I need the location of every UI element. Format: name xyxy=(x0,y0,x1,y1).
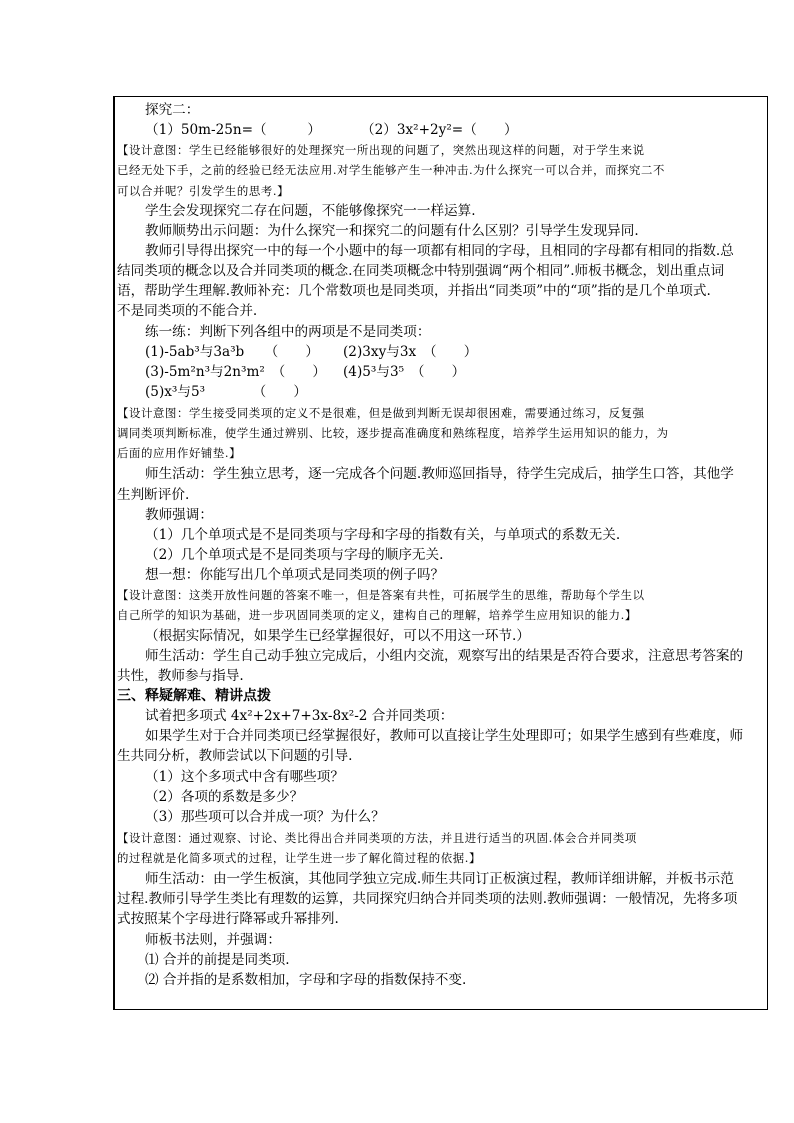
activity-3-line2: 过程.教师引导学生类比有理数的运算，共同探究归纳合并同类项的法则.教师强调：一般情况，先将多项 xyxy=(117,891,738,908)
exercise-row-3 xyxy=(117,381,793,403)
design-intent-3-line1: 【设计意图：这类开放性问题的答案不唯一，但是答案有共性，可拓展学生的思维，帮助每个学生以 xyxy=(117,588,645,603)
exploration-2-questions xyxy=(117,119,793,141)
design-intent-1-line2: 已经无处下手，之前的经验已经无法应用.对学生能够产生一种冲击.为什么探究一可以合并，而探究二不 xyxy=(117,163,666,178)
section-3-heading: 三、释疑解难、精讲点拨 xyxy=(117,688,271,704)
guide-question-1: （1）这个多项式中含有哪些项？ xyxy=(145,768,344,785)
activity-line1: 师生活动：学生独立思考，逐一完成各个问题.教师巡回指导，待学生完成后，抽学生口答，其他学 xyxy=(145,466,734,483)
design-intent-4-line1: 【设计意图：通过观察、讨论、类比得出合并同类项的方法，并且进行适当的巩固.体会合并同类项 xyxy=(117,830,637,845)
table-left-border xyxy=(114,97,115,1009)
paragraph-teacher-question: 教师顺势出示问题：为什么探究一和探究二的问题有什么区别？引导学生发现异同. xyxy=(145,222,639,239)
activity-3-line1: 师生活动：由一学生板演，其他同学独立完成.师生共同订正板演过程，教师详细讲解，并板书示范 xyxy=(145,871,734,888)
exercise-row-2 xyxy=(117,361,793,383)
design-intent-2-line2: 调同类项判断标准，使学生通过辨别、比较，逐步提高准确度和熟练程度，培养学生运用知识的能力，为 xyxy=(117,426,669,441)
practice-heading: 练一练：判断下列各组中的两项是不是同类项： xyxy=(145,323,431,340)
design-intent-3-line2: 自己所学的知识为基础，进一步巩固同类项的定义，建构自己的理解，培养学生应用知识的能力.】 xyxy=(117,608,637,623)
design-intent-1-line1: 【设计意图：学生已经能够很好的处理探究一所出现的问题了，突然出现这样的问题，对于学生来说 xyxy=(117,143,645,158)
guide-question-3: （3）那些项可以合并成一项？为什么？ xyxy=(145,808,385,825)
exercise-row-1 xyxy=(117,341,793,363)
paragraph-concept-line1: 教师引导得出探究一中的每一个小题中的每一项都有相同的字母，且相同的字母都有相同的指数.总 xyxy=(145,243,734,259)
guidance-line1: 如果学生对于合并同类项已经掌握很好，教师可以直接让学生处理即可；如果学生感到有些难度，师 xyxy=(145,728,744,745)
rule-2: ⑵ 合并指的是系数相加，字母和字母的指数保持不变. xyxy=(145,971,467,988)
exercise-5: (5)x³与5³ （ ） xyxy=(145,384,308,401)
exercise-2: (2)3xy与3x （ ） xyxy=(343,343,478,360)
paragraph-concept-line2: 结同类项的概念以及合并同类项的概念.在同类项概念中特别强调“两个相同”.师板书概念，划出重点词 xyxy=(117,263,725,280)
activity-line2: 生判断评价. xyxy=(117,486,190,503)
activity-2-line2: 共性，教师参与指导. xyxy=(117,667,244,684)
optional-note: （根据实际情况，如果学生已经掌握很好，可以不用这一环节.） xyxy=(145,627,530,644)
teacher-emphasis-heading: 教师强调： xyxy=(145,506,213,523)
activity-2-line1: 师生活动：学生自己动手独立完成后，小组内交流，观察写出的结果是否符合要求，注意思考答案的 xyxy=(145,647,744,664)
design-intent-4-line2: 的过程就是化简多项式的过程，让学生进一步了解化简过程的依据.】 xyxy=(117,851,481,866)
paragraph-concept-line3: 语，帮助学生理解.教师补充：几个常数项也是同类项，并指出“同类项”中的“项”指的是几个单项式. xyxy=(117,283,711,300)
rule-1: ⑴ 合并的前提是同类项. xyxy=(145,951,290,968)
emphasis-point-2: （2）几个单项式是不是同类项与字母的顺序无关. xyxy=(145,547,444,563)
rules-heading: 师板书法则，并强调： xyxy=(145,931,281,948)
design-intent-2-line3: 后面的应用作好铺垫.】 xyxy=(117,446,242,461)
emphasis-point-1: （1）几个单项式是不是同类项与字母和字母的指数有关，与单项式的系数无关. xyxy=(145,526,621,543)
guide-question-2: （2）各项的系数是多少？ xyxy=(145,788,304,805)
think-question: 想一想：你能写出几个单项式是同类项的例子吗？ xyxy=(145,567,445,584)
design-intent-1-line3: 可以合并呢？引发学生的思考.】 xyxy=(117,183,290,198)
paragraph-students-find: 学生会发现探究二存在问题，不能够像探究一一样运算. xyxy=(145,202,476,219)
exploration-2-heading: 探究二： xyxy=(145,102,200,118)
activity-3-line3: 式按照某个字母进行降幂或升幂排列. xyxy=(117,911,339,928)
question-2: （2）3x²+2y²=（ ） xyxy=(361,122,518,139)
exercise-4: (4)5³与3⁵ （ ） xyxy=(343,363,466,380)
question-1: （1）50m-25n=（ ） xyxy=(145,122,322,139)
exercise-1: (1)-5ab³与3a³b （ ） xyxy=(145,343,320,360)
guidance-line2: 生共同分析，教师尝试以下问题的引导. xyxy=(117,748,353,765)
exercise-3: (3)-5m²n³与2n³m² （ ） xyxy=(145,363,326,380)
paragraph-concept-line4: 不是同类项的不能合并. xyxy=(117,303,258,320)
design-intent-2-line1: 【设计意图：学生接受同类项的定义不是很难，但是做到判断无误却很困难，需要通过练习，反复强 xyxy=(117,406,645,421)
combine-task: 试着把多项式 4x²+2x+7+3x-8x²-2 合并同类项： xyxy=(145,708,454,725)
